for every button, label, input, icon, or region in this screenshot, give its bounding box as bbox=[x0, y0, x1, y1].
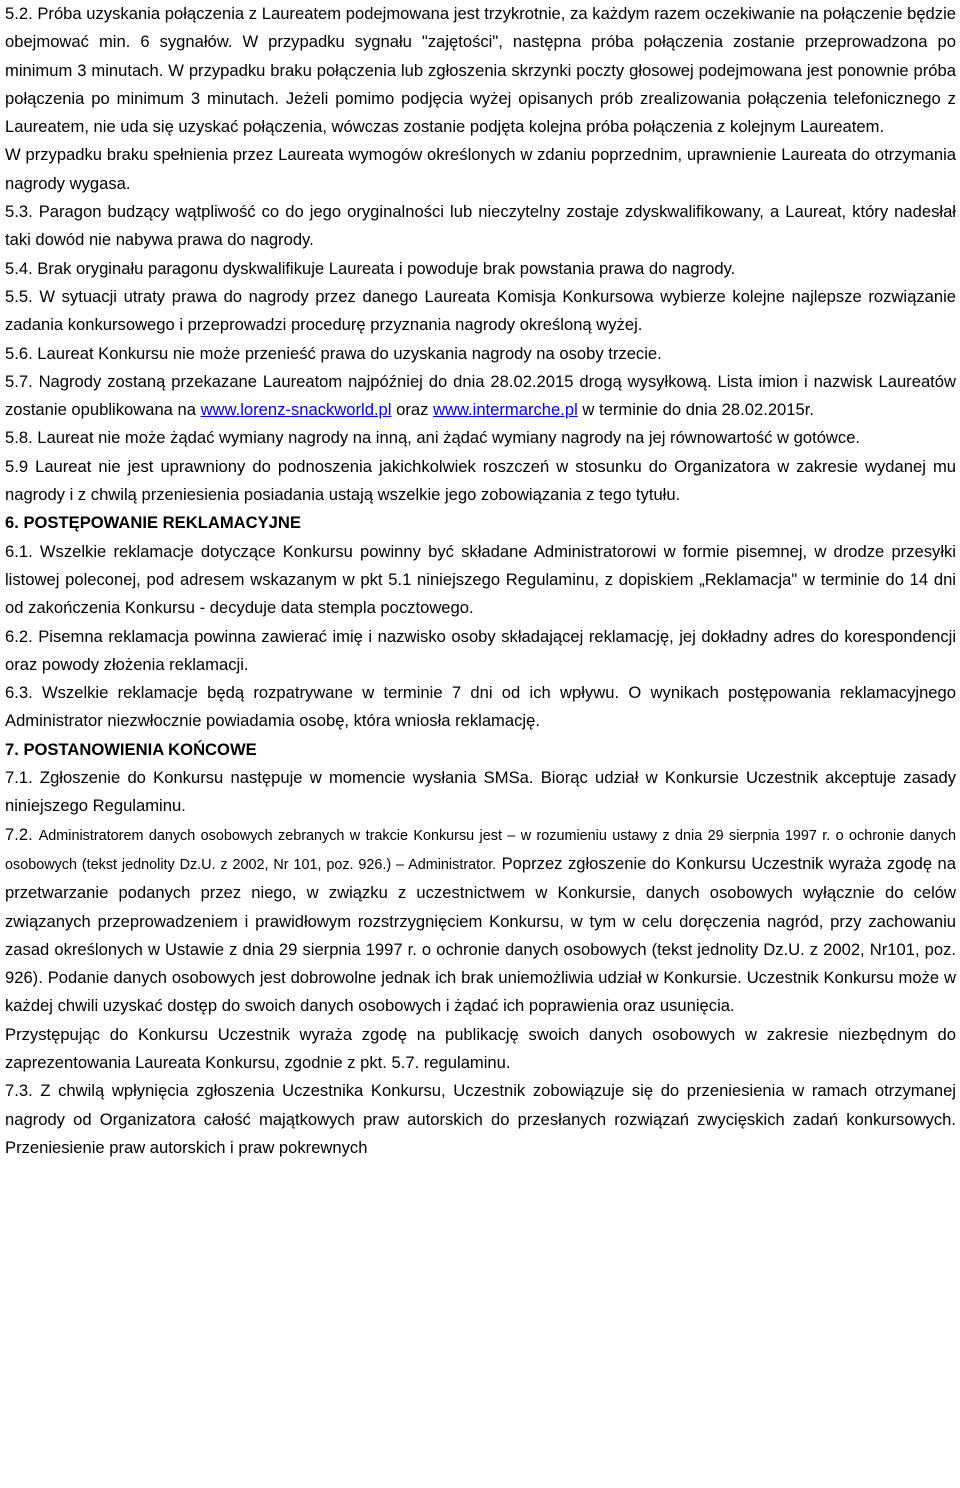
section-6-heading: 6. POSTĘPOWANIE REKLAMACYJNE bbox=[5, 513, 301, 533]
paragraph-5-7-text-a: 5.7. Nagrody zostaną przekazane Laureatom najpóźniej do dnia 28.02.2015 drogą wysyłkową. Lista imion i nazwisk Laureatów zostanie opublikowana na bbox=[5, 371, 956, 420]
paragraph-7-2-text: Poprzez zgłoszenie do Konkursu Uczestnik wyraża zgodę na przetwarzanie podanych przez niego, w związku z uczestnictwem w Konkursie, danych osobowych wyłącznie do celów związanych przeprowadzeniem i prawidłowym rozstrzygnięciem Konkursu, w tym w celu doręczenia nagród, przy zachowaniu zasad określonych w Ustawie z dnia 29 sierpnia 1997 r. o ochronie danych osobowych (tekst jednolity Dz.U. z 2002, Nr101, poz. 926). Podanie danych osobowych jest dobrowolne jednak ich brak uniemożliwia udział w Konkursie. Uczestnik Konkursu może w każdej chwili uzyskać dostęp do swoich danych osobowych i żądać ich poprawienia oraz usunięcia. bbox=[5, 853, 956, 1016]
paragraph-5-7 bbox=[5, 368, 956, 425]
paragraph-7-3: 7.3. Z chwilą wpłynięcia zgłoszenia Uczestnika Konkursu, Uczestnik zobowiązuje się do przeniesienia w ramach otrzymanej nagrody od Organizatora całość majątkowych praw autorskich do przesłanych rozwiązań zwycięskich zadań konkursowych. Przeniesienie praw autorskich i praw pokrewnych bbox=[5, 1081, 956, 1157]
paragraph-5-3: 5.3. Paragon budzący wątpliwość co do jego oryginalności lub nieczytelny zostaje zdyskwalifikowany, a Laureat, który nadesłał taki dowód nie nabywa prawa do nagrody. bbox=[5, 202, 956, 250]
paragraph-7-1: 7.1. Zgłoszenie do Konkursu następuje w momencie wysłania SMSa. Biorąc udział w Konkursie Uczestnik akceptuje zasady niniejszego Regulaminu. bbox=[5, 768, 956, 816]
paragraph-7-2-number: 7.2. bbox=[5, 824, 39, 844]
paragraph-5-2-continued: W przypadku braku spełnienia przez Laureata wymogów określonych w zdaniu poprzednim, uprawnienie Laureata do otrzymania nagrody wygasa. bbox=[5, 145, 956, 193]
paragraph-5-2-part-a: 5.2. Próba uzyskania połączenia z Laureatem podejmowana jest trzykrotnie, za każdym razem oczekiwanie na połączenie będzie obejmować min. 6 sygnałów. W przypadku sygnału "zajętości", następna próba połączenia zostanie przeprowadzona po minimum 3 minutach. W przypadku braku połączenia lub zgłoszenia skrzynki poczty głosowej podejmowana jest ponownie próba połączenia po minimum 3 minutach. bbox=[5, 4, 956, 108]
paragraph-7-2 bbox=[5, 821, 956, 1021]
intermarche-link[interactable]: www.intermarche.pl bbox=[433, 400, 578, 420]
paragraph-7-2-continued: Przystępując do Konkursu Uczestnik wyraża zgodę na publikację swoich danych osobowych w zakresie niezbędnym do zaprezentowania Laureata Konkursu, zgodnie z pkt. 5.7. regulaminu. bbox=[5, 1024, 956, 1072]
paragraph-5-7-text-c: w terminie do dnia 28.02.2015r. bbox=[577, 400, 814, 420]
section-7-heading: 7. POSTANOWIENIA KOŃCOWE bbox=[5, 739, 257, 759]
paragraph-6-3: 6.3. Wszelkie reklamacje będą rozpatrywane w terminie 7 dni od ich wpływu. O wynikach postępowania reklamacyjnego Administrator niezwłocznie powiadamia osobę, która wniosła reklamację. bbox=[5, 683, 956, 731]
paragraph-6-1: 6.1. Wszelkie reklamacje dotyczące Konkursu powinny być składane Administratorowi w formie pisemnej, w drodze przesyłki listowej poleconej, pod adresem wskazanym w pkt 5.1 niniejszego Regulaminu, z dopiskiem „Reklamacja" w terminie do 14 dni od zakończenia Konkursu - decyduje data stempla pocztowego. bbox=[5, 541, 956, 618]
paragraph-6-2: 6.2. Pisemna reklamacja powinna zawierać imię i nazwisko osoby składającej reklamację, jej dokładny adres do korespondencji oraz powody złożenia reklamacji. bbox=[5, 626, 956, 674]
paragraph-5-9: 5.9 Laureat nie jest uprawniony do podnoszenia jakichkolwiek roszczeń w stosunku do Organizatora w zakresie wydanej mu nagrody i z chwilą przeniesienia posiadania ustają wszelkie jego zobowiązania z tego tytułu. bbox=[5, 456, 956, 505]
paragraph-5-8: 5.8. Laureat nie może żądać wymiany nagrody na inną, ani żądać wymiany nagrody na jej równowartość w gotówce. bbox=[5, 428, 861, 448]
lorenz-snackworld-link[interactable]: www.lorenz-snackworld.pl bbox=[200, 400, 392, 420]
paragraph-5-7-text-b: oraz bbox=[391, 400, 433, 420]
paragraph-5-5: 5.5. W sytuacji utraty prawa do nagrody przez danego Laureata Komisja Konkursowa wybierze kolejne najlepsze rozwiązanie zadania konkursowego i przeprowadzi procedurę przyznania nagrody określoną wyżej. bbox=[5, 286, 956, 335]
paragraph-7-2-administrator-note: Administratorem danych osobowych zebranych w trakcie Konkursu jest – w rozumieniu ustawy z dnia 29 sierpnia 1997 r. o ochronie danych osobowych (tekst jednolity Dz.U. z 2002, Nr 101, poz. 926.) – Administrator. bbox=[5, 827, 956, 873]
paragraph-5-6: 5.6. Laureat Konkursu nie może przenieść prawa do uzyskania nagrody na osoby trzecie. bbox=[5, 343, 662, 363]
paragraph-5-2 bbox=[5, 0, 956, 141]
paragraph-5-4: 5.4. Brak oryginału paragonu dyskwalifikuje Laureata i powoduje brak powstania prawa do nagrody. bbox=[5, 258, 736, 278]
paragraph-5-2-part-b: Jeżeli pomimo podjęcia wyżej opisanych prób zrealizowania połączenia telefonicznego z Laureatem, nie uda się uzyskać połączenia, wówczas zostanie podjęta kolejna próba połączenia z kolejnym Laureatem. bbox=[5, 88, 956, 137]
